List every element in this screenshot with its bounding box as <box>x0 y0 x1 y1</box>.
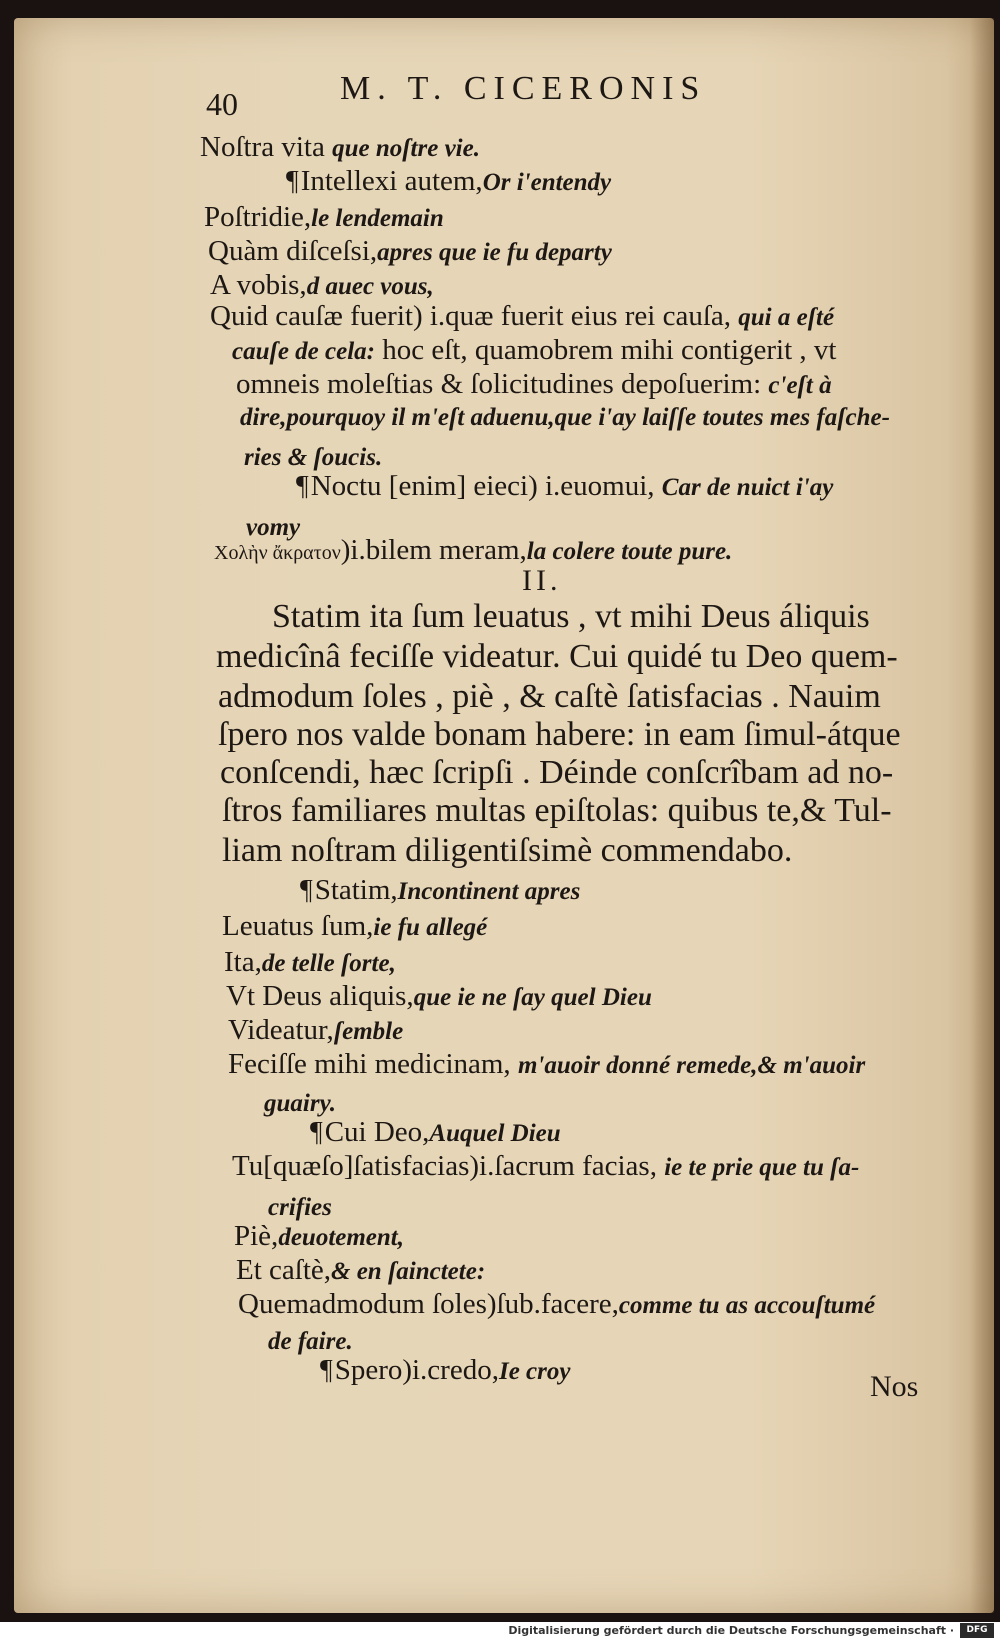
gloss-line: Poſtridie,le lendemain <box>204 201 444 233</box>
section-number: II. <box>522 564 562 597</box>
gloss-line: Tu[quæſo]ſatisfacias)i.ſacrum facias, ie te prie que tu ſa- <box>232 1150 860 1182</box>
dfg-logo: DFG <box>960 1623 994 1638</box>
body-line: Statim ita ſum leuatus , vt mihi Deus áliquis <box>272 598 870 635</box>
gloss-line: ¶Noctu [enim] eieci) i.euomui, Car de nuict i'ay <box>296 470 834 502</box>
gloss-line: Leuatus ſum,ie fu allegé <box>222 910 488 942</box>
gloss-line: Quàm diſceſsi,apres que ie fu departy <box>208 235 612 267</box>
gloss-line: ¶Cui Deo,Auquel Dieu <box>310 1116 561 1148</box>
catchword: Nos <box>870 1370 919 1403</box>
gloss-line: Noſtra vita que noſtre vie. <box>200 131 480 163</box>
gloss-line: guairy. <box>264 1090 336 1117</box>
page-edge-shadow <box>970 18 994 1613</box>
pilcrow-mark: ¶ <box>296 471 309 502</box>
gloss-line: Vt Deus aliquis,que ie ne ſay quel Dieu <box>226 980 652 1012</box>
body-line: medicînâ feciſſe videatur. Cui quidé tu Deo quem- <box>216 638 898 675</box>
gloss-line: Feciſſe mihi medicinam, m'auoir donné remede,& m'auoir <box>228 1048 866 1080</box>
gloss-line: ¶Spero)i.credo,Ie croy <box>320 1354 571 1386</box>
gloss-line: vomy <box>246 514 301 541</box>
gloss-line: Χολὴν ἄκρατον)i.bilem meram,la colere toute pure. <box>214 534 733 566</box>
pilcrow-mark: ¶ <box>310 1117 323 1148</box>
body-line: ſtros familiares multas epiſtolas: quibus te,& Tul- <box>222 792 892 829</box>
pilcrow-mark: ¶ <box>320 1355 333 1386</box>
gloss-line: ¶Statim,Incontinent apres <box>300 874 581 906</box>
greek-word: Χολὴν ἄκρατον <box>214 542 341 564</box>
body-line: liam noſtram diligentiſsimè commendabo. <box>222 832 793 869</box>
pilcrow-mark: ¶ <box>300 875 313 906</box>
gloss-line: Quemadmodum ſoles)ſub.facere,comme tu as accouſtumé <box>238 1288 876 1320</box>
gloss-line: Et caſtè,& en ſainctete: <box>236 1254 486 1286</box>
gloss-line: dire,pourquoy il m'eſt aduenu,que i'ay laiſſe toutes mes faſche- <box>240 404 890 431</box>
body-line: conſcendi, hæc ſcripſi . Déinde conſcrîbam ad no- <box>220 754 894 791</box>
gloss-line: omneis moleſtias & ſolicitudines depoſuerim: c'eſt à <box>236 368 832 400</box>
body-line: ſpero nos valde bonam habere: in eam ſimul-átque <box>218 716 901 753</box>
gloss-line: Ita,de telle ſorte, <box>224 946 396 978</box>
gloss-line: ¶Intellexi autem,Or i'entendy <box>286 165 612 197</box>
pilcrow-mark: ¶ <box>286 166 299 197</box>
footer-credit: Digitalisierung gefördert durch die Deutsche Forschungsgemeinschaft · <box>508 1624 954 1637</box>
gloss-line: ries & ſoucis. <box>244 444 383 471</box>
gloss-line: de faire. <box>268 1328 353 1355</box>
gloss-line: A vobis,d auec vous, <box>210 269 434 301</box>
page-number: 40 <box>206 86 238 122</box>
gloss-line: Quid cauſæ fuerit) i.quæ fuerit eius rei cauſa, qui a eſté <box>210 300 835 332</box>
digitization-footer <box>0 1622 1000 1642</box>
gloss-line: Videatur,ſemble <box>228 1014 404 1046</box>
running-title: M. T. CICERONIS <box>340 70 707 107</box>
gloss-line: crifies <box>268 1194 332 1221</box>
gloss-line: cauſe de cela: hoc eſt, quamobrem mihi contigerit , vt <box>232 334 837 366</box>
gloss-line: Piè,deuotement, <box>234 1220 404 1252</box>
body-line: admodum ſoles , piè , & caſtè ſatisfacias . Nauim <box>218 678 881 715</box>
